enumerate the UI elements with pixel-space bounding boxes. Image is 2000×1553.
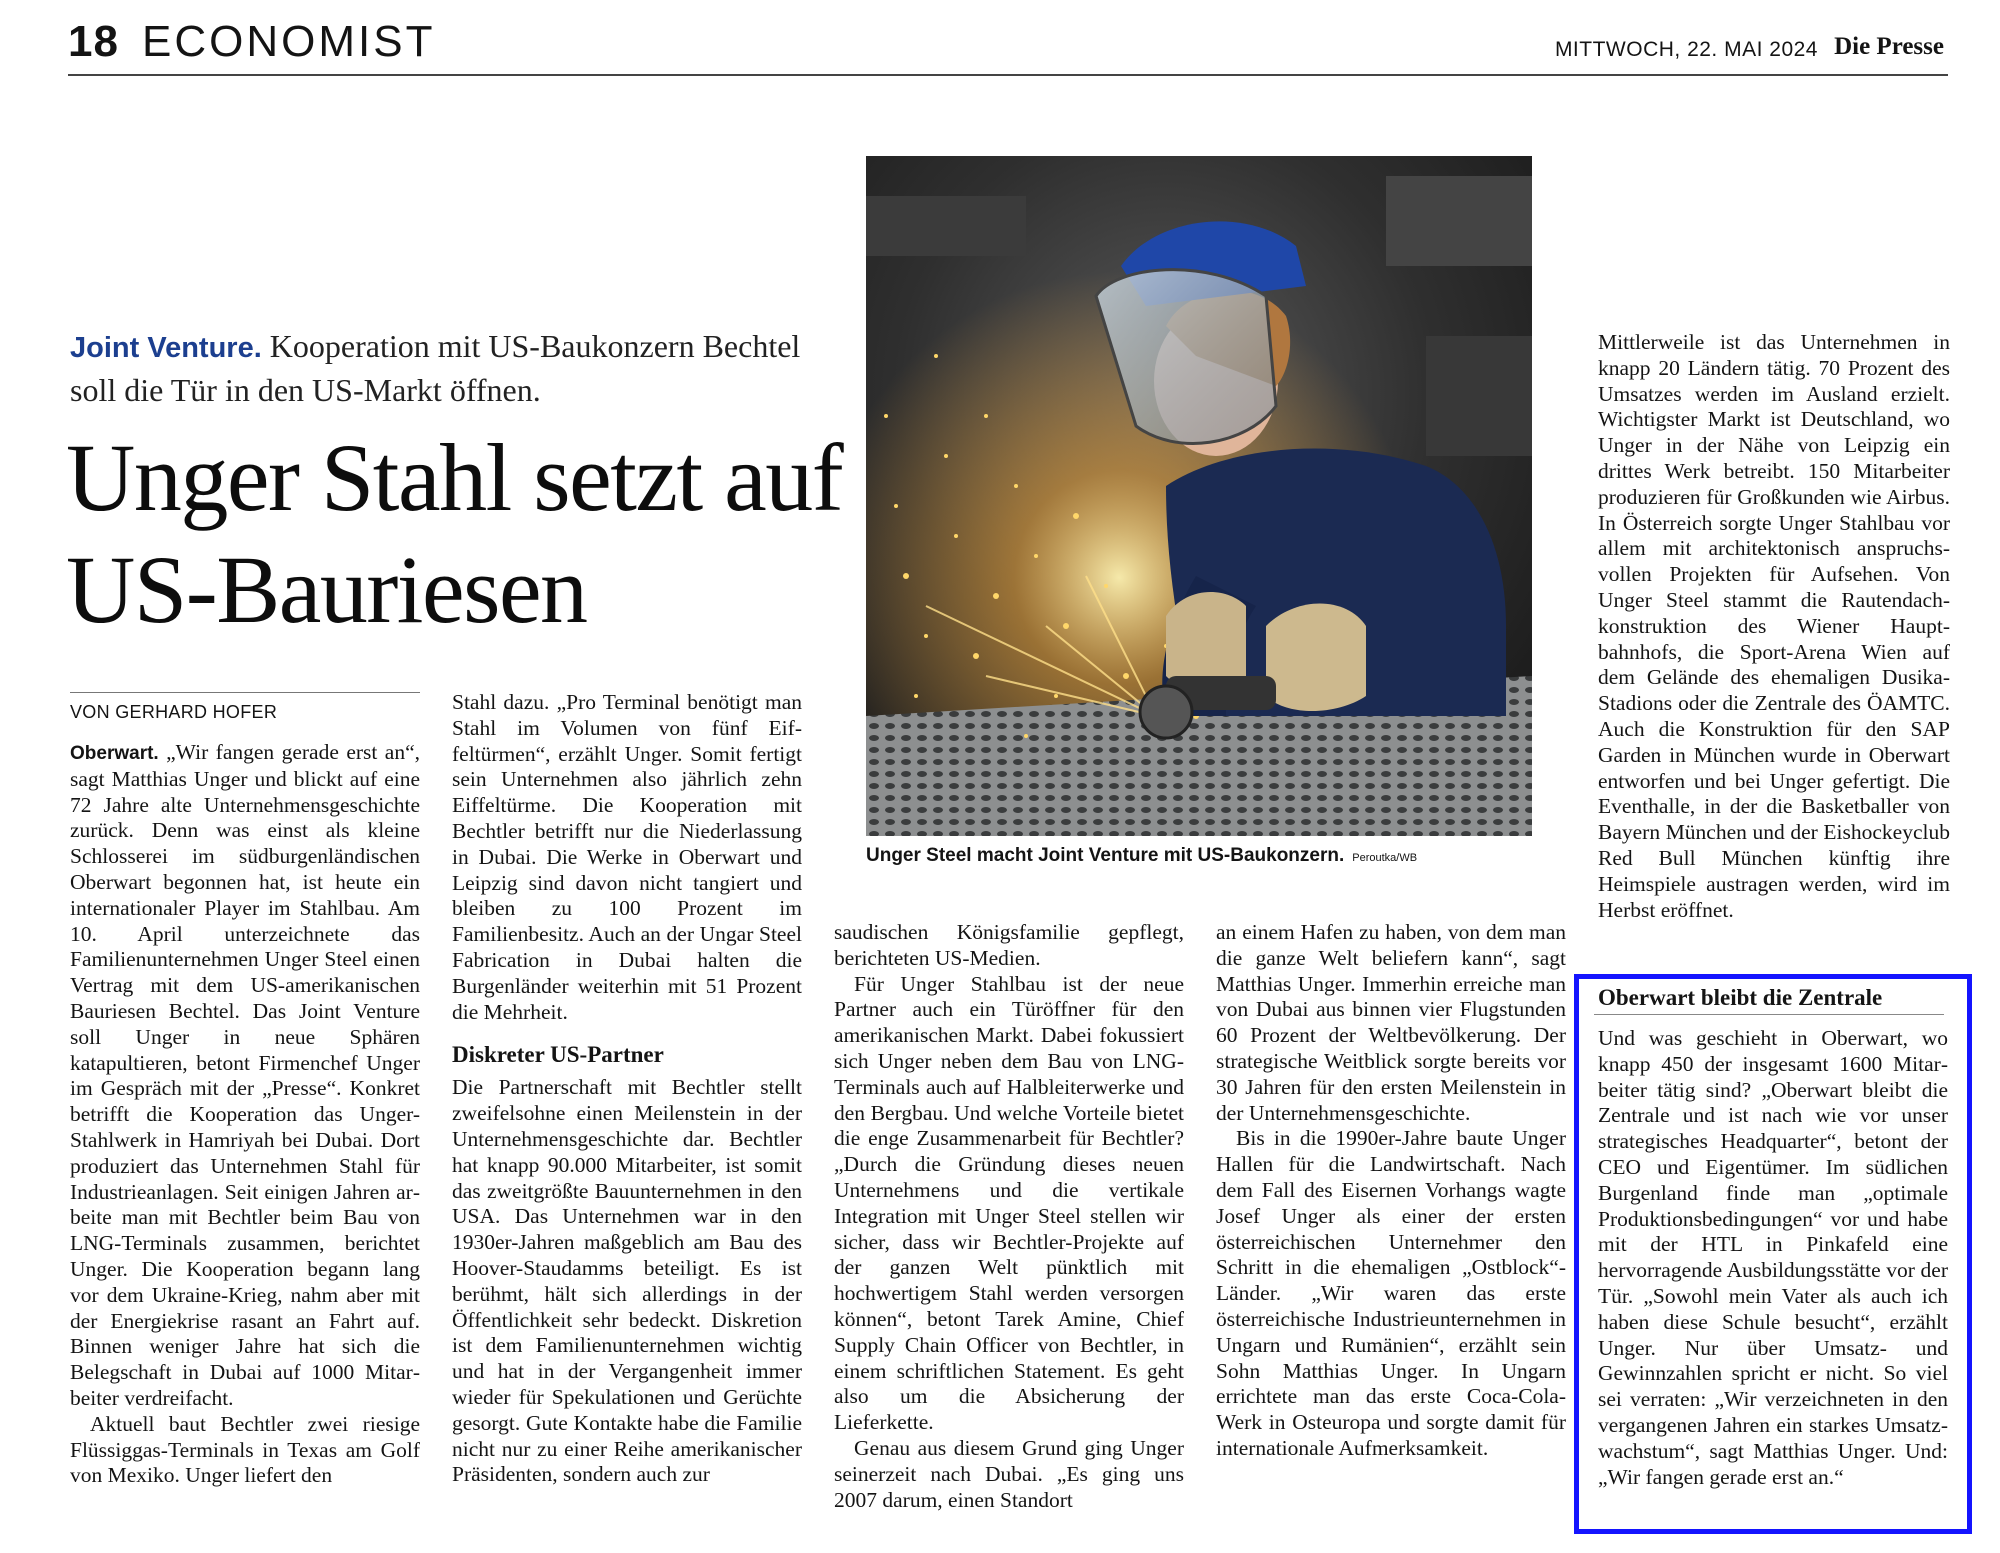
article-column-5 — [1598, 330, 1950, 970]
highlight-box — [1598, 984, 1948, 1514]
kicker-tag: Joint Venture. — [70, 332, 262, 364]
subheading: Diskreter US-Partner — [452, 1042, 664, 1068]
col4-paragraph-2: Bis in die 1990er-Jahre baute Unger Hallen für die Landwirtschaft. Nach dem Fall des Eisernen Vorhangs wagte Josef Unger als einer der ersten österreichischen Unternehmer den Schritt in die ehemaligen „Ostblock“-Länder. „Wir waren das erste österreichische Industrieunternehmen in Ungarn und Rumänien“, erzählt sein Sohn Matthias Unger. In Ungarn errichtete man das erste Coca-Cola-Werk in Osteuropa und sorgte damit für internationale Aufmerksamkeit. — [1216, 1126, 1566, 1460]
header-divider — [68, 74, 1948, 76]
dateline: Oberwart. — [70, 743, 159, 764]
welder-grinding-photo — [866, 156, 1532, 836]
section-title: ECONOMIST — [142, 17, 436, 66]
photo-credit: Peroutka/WB — [1352, 852, 1418, 864]
box-paragraph: Und was geschieht in Oberwart, wo knapp 450 der insgesamt 1600 Mitarbeiter tätig sind? „Oberwart bleibt die Zentrale und ist nach wie vor unser strategisches Headquarter“, betont der CEO und Eigentümer. Im südlichen Burgenland finde man „optimale Produktionsbedingungen“ vor und habe mit der HTL in Pinkafeld eine hervorragende Ausbildungsstätte vor der Tür. „Sowohl mein Vater als auch ich haben diese Schule besucht“, erzählt Unger. Nur über Umsatz- und Gewinnzahlen spricht er nicht. So viel sei verraten: „Wir verzeichneten in den vergangenen Jahren ein starkes Umsatzwachstum“, sagt Matthias Unger. Und: „Wir fangen gerade erst an.“ — [1598, 1026, 1948, 1489]
col4-paragraph-1: an einem Hafen zu haben, von dem man die ganze Welt beliefern kann“, sagt Matthias Unger. Immerhin erreiche man von Dubai aus binnen vier Flugstunden 60 Prozent der Weltbevölkerung. Der strategische Weitblick sorgte bereits vor 30 Jahren für den ersten Meilenstein in der Unternehmensgeschichte. — [1216, 920, 1566, 1125]
headline: Unger Stahl setzt auf US-Bauriesen — [66, 424, 843, 643]
kicker — [70, 325, 810, 411]
page-number: 18 — [68, 17, 119, 66]
article-column-2 — [452, 690, 802, 1536]
article-column-3 — [834, 920, 1184, 1536]
col1-paragraph-2: Aktuell baut Bechtler zwei riesige Flüssiggas-Terminals in Texas am Golf von Mexiko. Unger liefert den — [70, 1411, 420, 1488]
col2-paragraph-1: Stahl dazu. „Pro Terminal benötigt man Stahl im Volumen von fünf Eiffeltürmen“, erzählt Unger. Somit fertigt sein Unternehmen also jährlich zehn Eiffeltürme. Die Kooperation mit Bechtler betrifft nur die Niederlassung in Dubai. Die Werke in Oberwart und Leipzig sind davon nicht tangiert und bleiben zu 100 Prozent im Familienbesitz. Auch an der Ungar Steel Fabrication in Dubai halten die Burgenländer weiterhin mit 51 Prozent die Mehrheit. — [452, 690, 802, 1024]
byline: VON GERHARD HOFER — [70, 702, 278, 722]
kicker-text: Kooperation mit US-Baukonzern Bechtel soll die Tür in den US-Markt öffnen. — [70, 328, 801, 408]
photo-caption — [866, 844, 1546, 870]
byline-divider — [70, 692, 420, 693]
article-column-1 — [70, 740, 420, 1536]
col1-paragraph-1: „Wir fangen gerade erst an“, sagt Matthias Unger und blickt auf eine 72 Jahre alte Unternehmensgeschichte zurück. Denn was einst als kleine Schlosserei im südburgenländischen Oberwart begonnen hat, ist heute ein internationaler Player im Stahlbau. Am 10. April unterzeichnete das Familienunternehmen Unger Steel einen Vertrag mit dem US-amerikanischen Bauriesen Bechtel. Das Joint Venture soll Unger in neue Sphären katapultieren, betont Firmenchef Unger im Gespräch mit der „Presse“. Konkret betrifft die Kooperation das Unger-Stahlwerk in Hamriyah bei Dubai. Dort produziert das Unternehmen Stahl für Industrieanlagen. Seit einigen Jahren arbeite man mit Bechtler beim Bau von LNG-Terminals zusammen, berichtet Unger. Die Kooperation begann lang vor dem Ukraine-Krieg, nahm aber mit der Energiekrise rasant an Fahrt auf. Binnen weniger Jahre hat sich die Belegschaft in Dubai auf 1000 Mitarbeiter verdreifacht. — [70, 740, 420, 1410]
col3-paragraph-2: Für Unger Stahlbau ist der neue Partner auch ein Türöffner für den amerikanischen Markt. Dabei fokussiert sich Unger neben dem Bau von LNG-Terminals auch auf Halbleiterwerke und den Bergbau. Und welche Vorteile bietet die enge Zusammenarbeit für Bechtler? „Durch die Gründung dieses neuen Unternehmens und die vertikale Integration mit Unger Steel stellen wir sicher, dass wir Bechtler-Projekte auf der ganzen Welt pünktlich mit hochwertigem Stahl werden versorgen können“, betont Tarek Amine, Chief Supply Chain Officer von Bechtler, in einem schriftlichen Statement. Es geht also um die Absicherung der Lieferkette. — [834, 971, 1184, 1435]
caption-text: Unger Steel macht Joint Venture mit US-Baukonzern. — [866, 845, 1345, 866]
col3-paragraph-1: saudischen Königsfamilie gepflegt, berichteten US-Medien. — [834, 920, 1184, 970]
col5-paragraph-1: Mittlerweile ist das Unternehmen in knapp 20 Ländern tätig. 70 Prozent des Umsatzes werden im Ausland erzielt. Wichtigster Markt ist Deutschland, wo Unger in der Nähe von Leipzig ein drittes Werk betreibt. 150 Mitarbeiter produzieren für Großkunden wie Airbus. In Österreich sorgte Unger Stahlbau vor allem mit architektonisch anspruchsvollen Projekten für Aufsehen. Von Unger Steel stammt die Rautendachkonstruktion des Wiener Hauptbahnhofs, die Sport-Arena Wien auf dem Gelände des ehemaligen Dusika-Stadions oder die Zentrale des ÖAMTC. Auch die Konstruktion für den SAP Garden in München wurde in Oberwart entworfen und bei Unger gefertigt. Die Eventhalle, in der die Basketballer von Bayern München und der Eishockeyclub Red Bull München künftig ihre Heimspiele austragen werden, wird im Herbst eröffnet. — [1598, 330, 1950, 922]
publication-logo: Die Presse — [1834, 33, 1944, 60]
box-heading: Oberwart bleibt die Zentrale — [1598, 985, 1883, 1010]
col2-paragraph-2: Die Partnerschaft mit Bechtler stellt zweifelsohne einen Meilenstein in der Unternehmensgeschichte dar. Bechtler hat knapp 90.000 Mitarbeiter, ist somit das zweitgrößte Bauunternehmen in den USA. Das Unternehmen war in den 1930er-Jahren maßgeblich am Bau des Hoover-Staudamms beteiligt. Es ist berühmt, hält sich allerdings in der Öffentlichkeit sehr bedeckt. Diskretion ist dem Familienunternehmen wichtig und hat in der Vergangenheit immer wieder für Spekulationen und Gerüchte gesorgt. Gute Kontakte habe die Familie nicht nur zu einer Reihe amerikanischer Präsidenten, sondern auch zur — [452, 1075, 802, 1487]
col3-paragraph-3: Genau aus diesem Grund ging Unger seinerzeit nach Dubai. „Es ging uns 2007 darum, einen Standort — [834, 1435, 1184, 1512]
issue-date: MITTWOCH, 22. MAI 2024 — [1554, 38, 1818, 61]
article-column-4 — [1216, 920, 1566, 1536]
